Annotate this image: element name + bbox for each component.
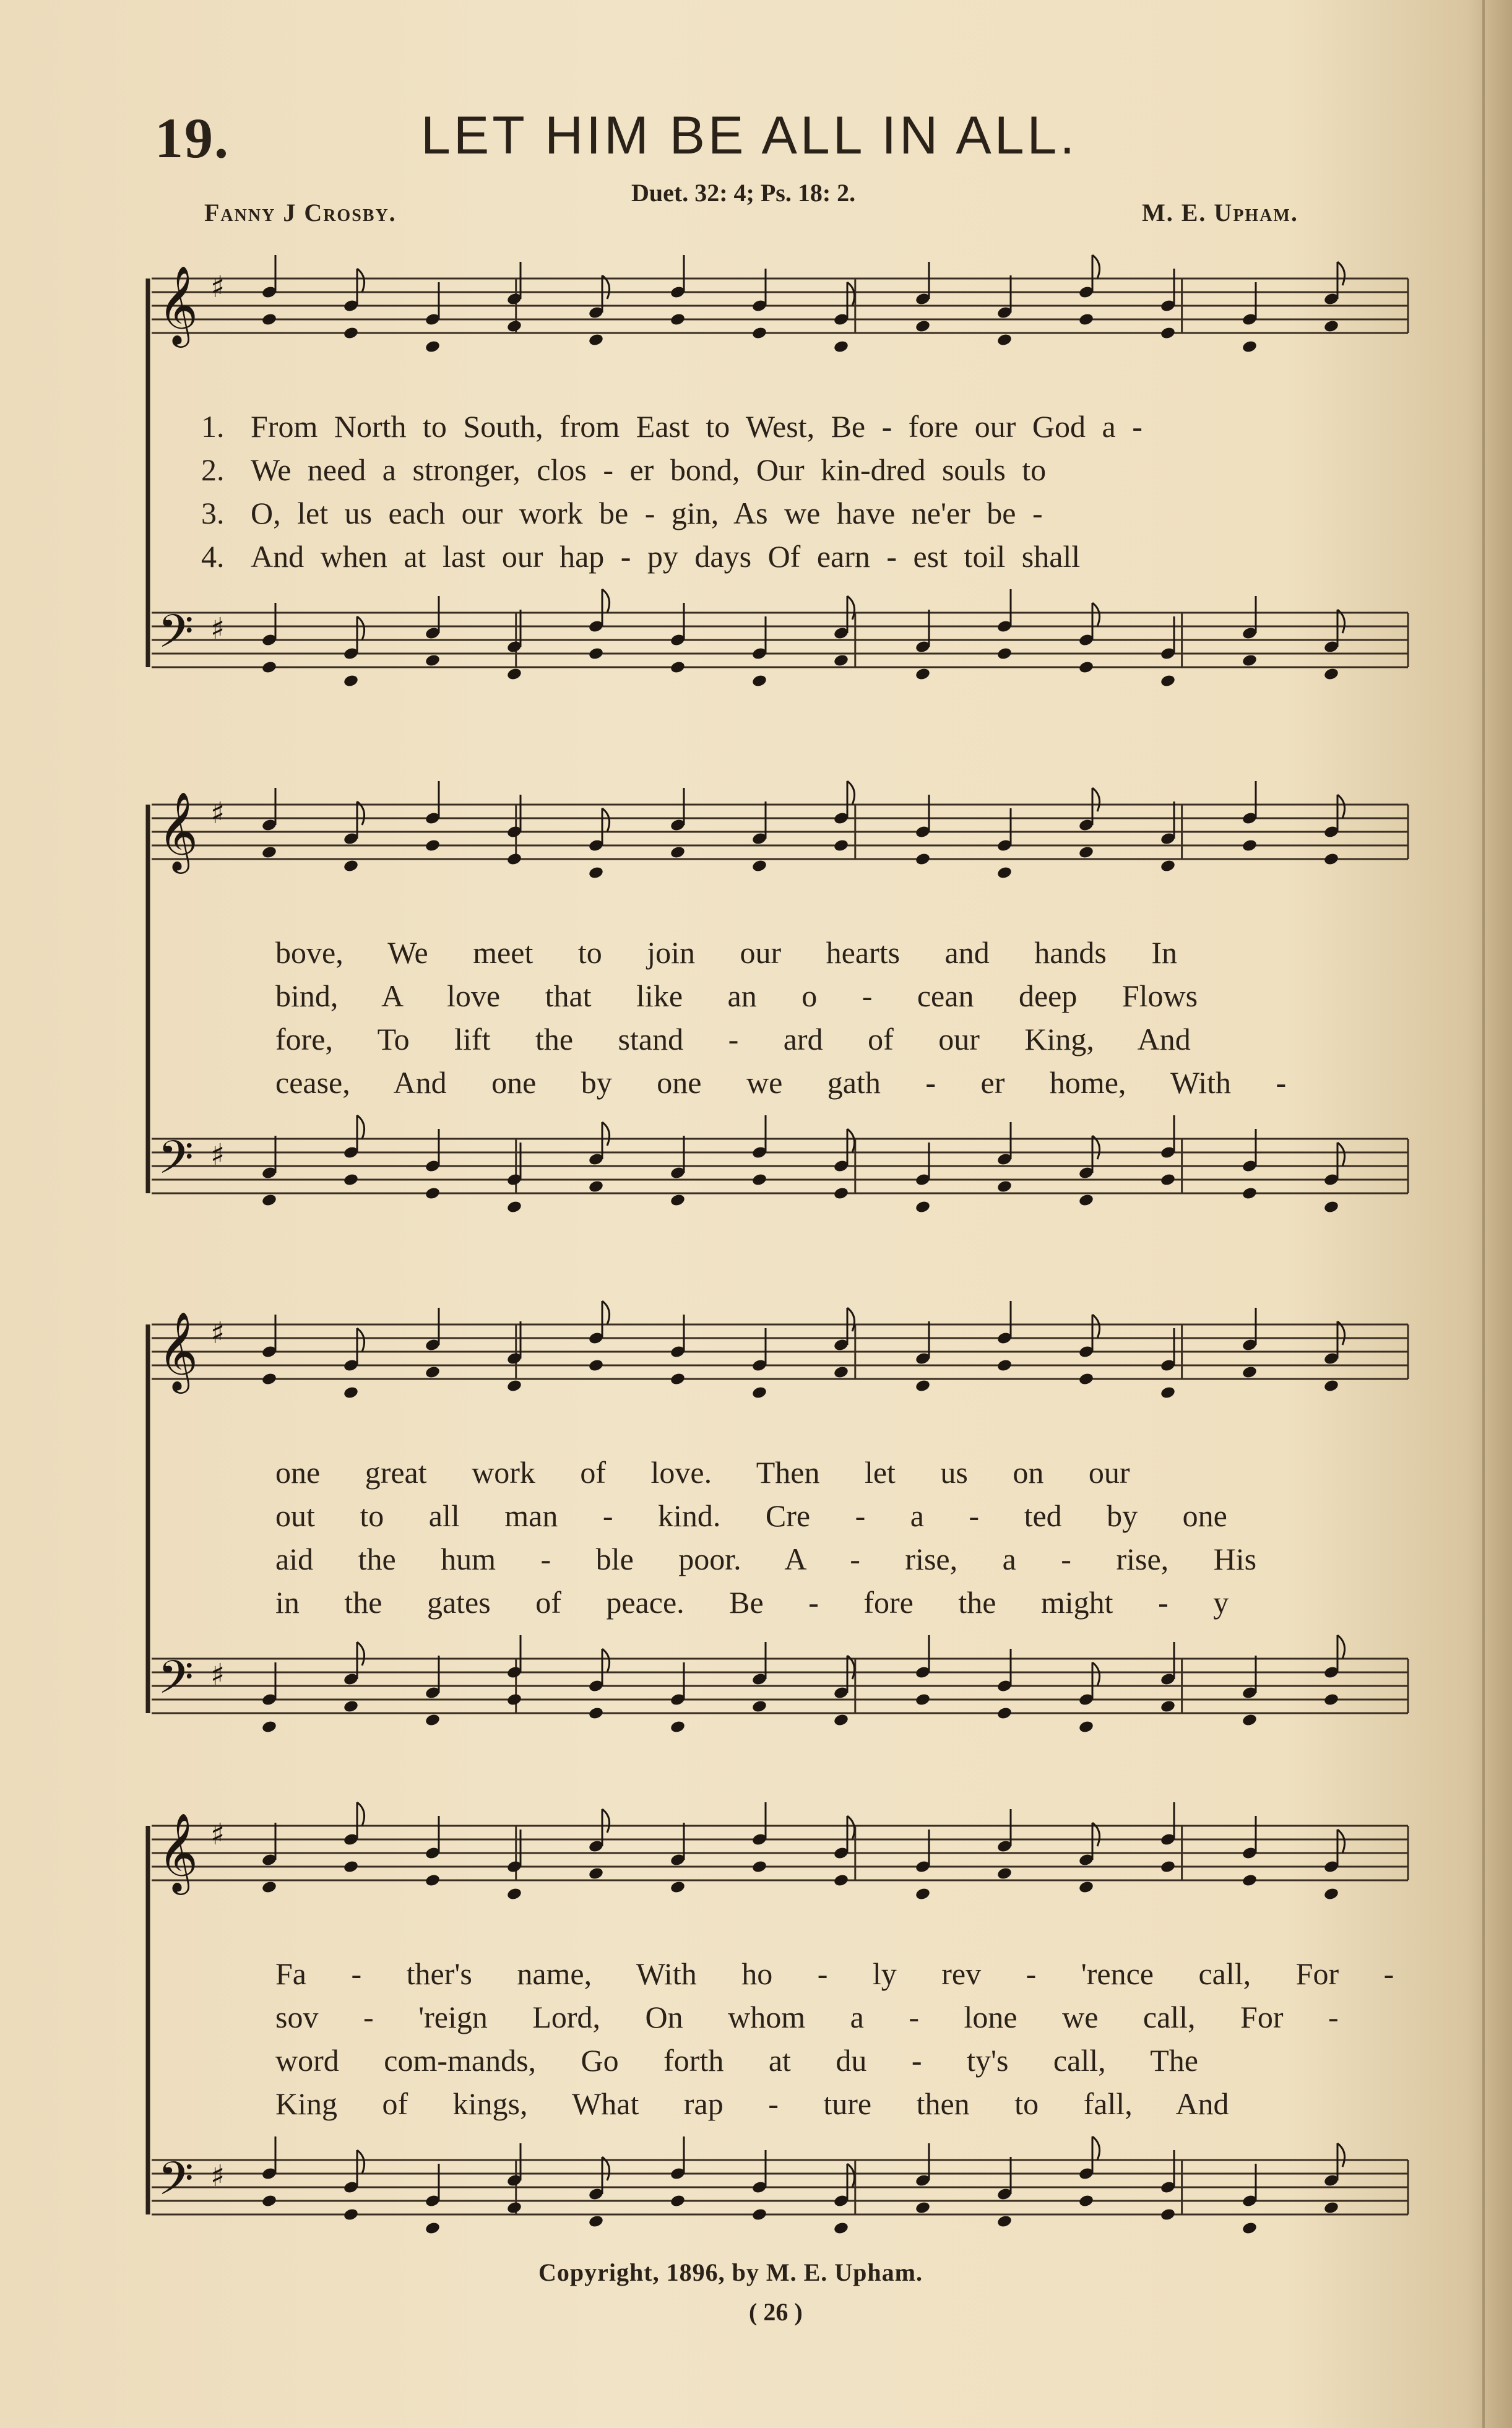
note-flag [357,2150,365,2174]
key-sharp-icon: ♯ [210,1316,225,1350]
lyric-line: in the gates of peace. Be - fore the might - y [275,1585,1229,1620]
note-head [833,1713,849,1727]
verse-line [139,1454,1411,1498]
note-flag [602,589,610,613]
note-head [915,1200,931,1214]
note-flag [1092,603,1100,626]
verse-line [139,2042,1411,2086]
note-head [670,1372,686,1386]
lyric-line: cease, And one by one we gath - er home, With - [275,1065,1287,1100]
key-sharp-icon: ♯ [210,2159,225,2193]
treble-clef-icon: 𝄞 [158,1812,199,1891]
scripture-reference: Duet. 32: 4; Ps. 18: 2. [631,179,856,207]
note-head [751,326,767,340]
verse-line [139,2086,1411,2129]
note-head [1242,2221,1258,2236]
note-flag [357,1328,365,1352]
treble-staff [152,279,1408,333]
note-head [1160,1173,1176,1187]
bass-clef-icon: 𝄢 [158,1651,194,1716]
hymn-number: 19. [155,106,230,170]
note-head [915,2201,931,2215]
note-head [506,1693,522,1707]
note-head [261,1880,277,1894]
note-flag [1092,2136,1100,2160]
note-head [261,313,277,327]
page-edge [1482,0,1485,2428]
key-sharp-icon: ♯ [210,611,225,646]
note-head [261,1372,277,1386]
note-flag [847,1308,855,1331]
note-head [425,1713,441,1727]
lyric-line: aid the hum - ble poor. A - rise, a - rise, His [275,1542,1257,1576]
copyright-notice: Copyright, 1896, by M. E. Upham. [538,2258,923,2286]
note-head [915,1379,931,1393]
bass-staff [152,613,1408,667]
note-head [1160,1386,1176,1400]
key-sharp-icon: ♯ [210,1138,225,1172]
note-flag [847,781,855,805]
note-head [343,2208,359,2222]
note-head [1160,2208,1176,2222]
lyric-line: word com-mands, Go forth at du - ty's call, The [275,2043,1198,2078]
author: Fanny J Crosby. [204,199,397,227]
note-head [833,2221,849,2236]
lyric-line: We need a stronger, clos - er bond, Our kin-dred souls to [251,452,1047,487]
note-head [425,654,441,668]
note-head [1323,667,1339,681]
note-head [1242,1365,1258,1380]
note-head [506,319,522,334]
note-head [670,2194,686,2208]
note-head [588,1180,604,1194]
note-head [751,1173,767,1187]
note-head [751,1386,767,1400]
note-head [261,1193,277,1208]
note-head [1078,1880,1094,1894]
note-flag [357,1802,365,1826]
note-head [425,1186,441,1201]
note-head [751,2208,767,2222]
note-head [261,2194,277,2208]
note-head [833,839,849,853]
note-head [506,852,522,866]
music-system-4 [139,1807,1411,2240]
key-sharp-icon: ♯ [210,1657,225,1692]
verse-line [139,538,1411,582]
note-head [343,1386,359,1400]
note-flag [1092,788,1100,811]
lyric-line: fore, To lift the stand - ard of our King, And [275,1022,1191,1056]
note-flag [357,269,365,292]
verse-line [139,1498,1411,1541]
music-system-3 [139,1306,1411,1776]
note-head [588,333,604,347]
verse-line [139,1021,1411,1065]
treble-clef-icon: 𝄞 [158,265,199,344]
note-head [996,2214,1013,2229]
bass-staff [152,1139,1408,1193]
note-flag [357,616,365,640]
note-head [343,1173,359,1187]
note-head [996,1359,1013,1373]
note-head [1078,1720,1094,1734]
note-head [670,1193,686,1208]
note-head [751,859,767,873]
note-flag [847,596,855,620]
hymn-title: LET HIM BE ALL IN ALL. [421,106,1078,165]
note-head [1160,1860,1176,1874]
note-head [343,674,359,688]
note-head [261,660,277,675]
lyric-line: one great work of love. Then let us on our [275,1455,1130,1490]
note-head [670,1720,686,1734]
note-head [996,866,1013,880]
verse-line [139,408,1411,452]
music-system-1 [139,260,1411,730]
bass-clef-icon: 𝄢 [158,1131,194,1196]
note-head [833,654,849,668]
verse-line [139,1541,1411,1584]
verse-line [139,1584,1411,1628]
note-head [996,1867,1013,1881]
note-flag [602,1122,610,1146]
treble-staff [152,805,1408,859]
note-flag [847,1129,855,1152]
bass-staff [152,2160,1408,2214]
note-head [1323,1693,1339,1707]
note-head [1323,1887,1339,1901]
note-flag [602,808,610,832]
note-head [1160,674,1176,688]
note-head [1078,1372,1094,1386]
note-head [1078,313,1094,327]
note-head [588,1706,604,1721]
note-head [996,647,1013,661]
bass-clef-icon: 𝄢 [158,2152,194,2217]
verse-number: 3. [201,496,225,530]
note-flag [1337,1830,1345,1853]
note-head [915,319,931,334]
note-flag [357,1642,365,1665]
note-flag [602,1649,610,1672]
note-flag [847,2164,855,2187]
note-head [343,1700,359,1714]
note-head [261,1720,277,1734]
note-head [670,313,686,327]
note-head [506,667,522,681]
note-flag [1092,1315,1100,1338]
verse-line [139,1999,1411,2042]
note-flag [1337,1635,1345,1659]
note-head [751,674,767,688]
note-head [506,1379,522,1393]
treble-clef-icon: 𝄞 [158,1311,199,1390]
note-head [343,326,359,340]
note-flag [602,1809,610,1833]
music-system-2 [139,786,1411,1256]
note-head [996,333,1013,347]
note-flag [1092,255,1100,279]
verse-line [139,495,1411,538]
note-head [915,852,931,866]
note-flag [1337,2143,1345,2167]
note-head [506,1887,522,1901]
verse-number: 4. [201,539,225,574]
note-head [1323,2201,1339,2215]
verse-line [139,1956,1411,1999]
note-flag [602,1301,610,1324]
key-sharp-icon: ♯ [210,270,225,305]
note-head [588,2214,604,2229]
note-head [425,839,441,853]
lyric-line: O, let us each our work be - gin, As we have ne'er be - [251,496,1043,530]
note-flag [1337,262,1345,285]
note-head [425,1365,441,1380]
note-head [996,1706,1013,1721]
note-flag [357,1115,365,1139]
note-head [261,845,277,860]
note-head [1242,1713,1258,1727]
note-head [1242,340,1258,354]
bass-staff [152,1659,1408,1713]
note-head [588,1359,604,1373]
lyric-line: bind, A love that like an o - cean deep Flows [275,979,1198,1013]
lyric-line: bove, We meet to join our hearts and hands In [275,935,1178,970]
verse-number: 2. [201,452,225,487]
note-head [1242,1873,1258,1888]
note-head [506,1200,522,1214]
note-head [1160,859,1176,873]
verse-line [139,1065,1411,1108]
note-head [425,2221,441,2236]
note-head [506,2201,522,2215]
note-head [425,340,441,354]
lyric-line: sov - 'reign Lord, On whom a - lone we call, For - [275,2000,1339,2034]
note-head [670,660,686,675]
treble-staff [152,1324,1408,1379]
note-head [996,1180,1013,1194]
lyric-line: out to all man - kind. Cre - a - ted by one [275,1498,1227,1533]
note-flag [1092,1662,1100,1686]
note-head [915,1887,931,1901]
note-head [1160,1700,1176,1714]
note-flag [1337,795,1345,818]
note-head [1323,852,1339,866]
treble-clef-icon: 𝄞 [158,791,199,870]
verse-line [139,452,1411,495]
note-flag [1337,1143,1345,1166]
page-number: ( 26 ) [749,2298,803,2326]
note-head [833,1186,849,1201]
composer: M. E. Upham. [1142,199,1298,227]
verse-line [139,935,1411,978]
key-sharp-icon: ♯ [210,796,225,831]
note-head [1078,660,1094,675]
note-head [1242,1186,1258,1201]
key-sharp-icon: ♯ [210,1817,225,1852]
note-head [1160,326,1176,340]
note-head [751,1700,767,1714]
lyric-line: Fa - ther's name, With ho - ly rev - 'rence call, For - [275,1956,1394,1991]
note-head [670,1880,686,1894]
bass-clef-icon: 𝄢 [158,605,194,670]
note-head [1323,1200,1339,1214]
note-head [343,1860,359,1874]
note-head [915,667,931,681]
note-head [588,647,604,661]
lyric-line: King of kings, What rap - ture then to fall, And [275,2086,1229,2121]
note-head [1078,845,1094,860]
note-head [833,1873,849,1888]
note-flag [847,1816,855,1839]
note-flag [847,282,855,306]
note-head [425,1873,441,1888]
note-head [1078,1193,1094,1208]
note-head [833,340,849,354]
note-head [1323,1379,1339,1393]
lyric-line: And when at last our hap - py days Of earn - est toil shall [251,539,1081,574]
verse-number: 1. [201,409,225,444]
lyric-line: From North to South, from East to West, Be - fore our God a - [251,409,1143,444]
note-head [915,1693,931,1707]
note-head [588,1867,604,1881]
note-head [670,845,686,860]
note-head [751,1860,767,1874]
note-head [833,1365,849,1380]
note-head [1078,2194,1094,2208]
note-head [1242,654,1258,668]
treble-staff [152,1826,1408,1880]
verse-line [139,978,1411,1021]
note-head [343,859,359,873]
note-head [1323,319,1339,334]
note-head [588,866,604,880]
note-head [1242,839,1258,853]
